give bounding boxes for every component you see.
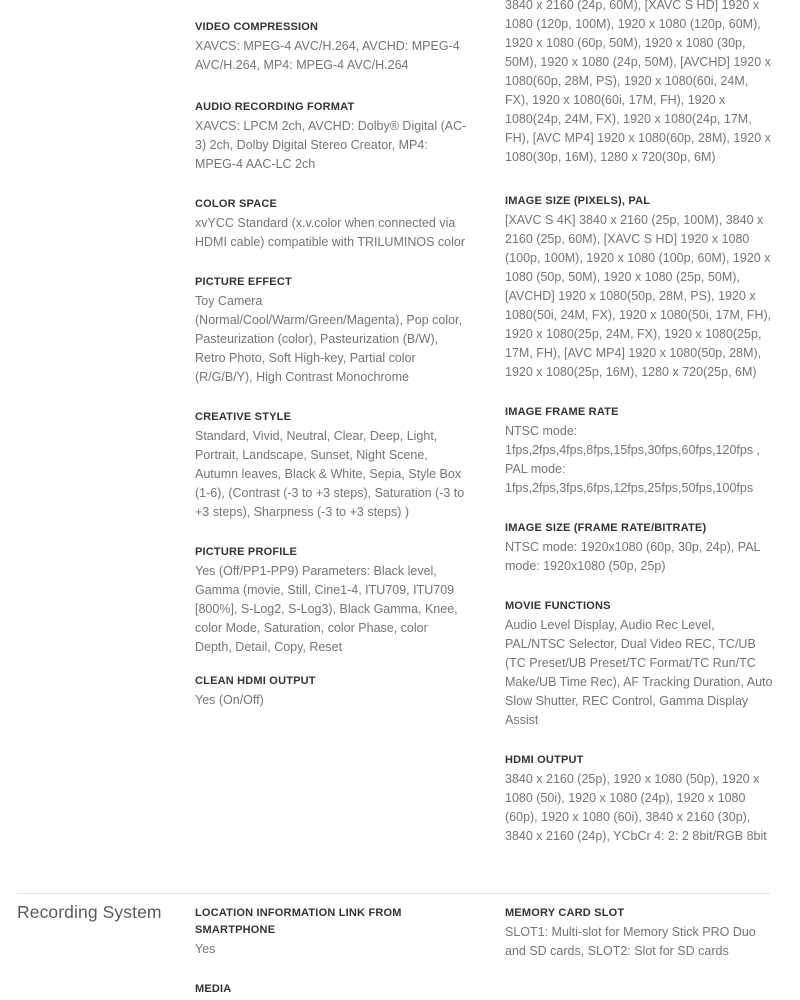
- spec-value: Standard, Vivid, Neutral, Clear, Deep, Light, Portrait, Landscape, Sunset, Night Scene, Autumn leaves, Black & White, Sepia, Style Box (1-6), (Contrast (-3 to +3 steps), Saturation (-3 to +3 steps), Sharpness (-3 to +3 steps) ): [195, 429, 465, 519]
- spec-title: MEMORY CARD SLOT: [505, 907, 625, 919]
- spec-title: CREATIVE STYLE: [195, 411, 292, 423]
- spec-value: Yes (On/Off): [195, 693, 264, 707]
- spec-media: [195, 981, 467, 998]
- spec-title: LOCATION INFORMATION LINK FROM SMARTPHONE: [195, 907, 402, 936]
- spec-image-size-pal: [505, 193, 773, 382]
- spec-value: [XAVC S 4K] 3840 x 2160 (25p, 100M), 3840 x 2160 (25p, 60M), [XAVC S HD] 1920 x 1080 (100p, 100M), 1920 x 1080 (100p, 60M), 1920 x 1080 (50p, 50M), 1920 x 1080 (25p, 50M), [AVCHD] 1920 x 1080(50p, 28M, PS), 1920 x 1080(50i, 24M, FX), 1920 x 1080(50i, 17M, FH), 1920 x 1080(25p, 24M, FX), 1920 x 1080(25p, 17M, FH), [AVC MP4] 1920 x 1080(50p, 28M), 1920 x 1080(25p, 16M), 1280 x 720(25p, 6M): [505, 213, 772, 379]
- spec-value: SLOT1: Multi-slot for Memory Stick PRO Duo and SD cards, SLOT2: Slot for SD cards: [505, 925, 756, 958]
- spec-video-compression: [195, 19, 467, 75]
- spec-value: NTSC mode: 1fps,2fps,4fps,8fps,15fps,30fps,60fps,120fps , PAL mode: 1fps,2fps,3fps,6fps,12fps,25fps,50fps,100fps: [505, 424, 761, 495]
- spec-value: Yes (Off/PP1-PP9) Parameters: Black level, Gamma (movie, Still, Cine1-4, ITU709, ITU709 [800%], S-Log2, S-Log3), Black Gamma, Knee, color Mode, Saturation, color Phase, color Depth, Detail, Copy, Reset: [195, 564, 458, 654]
- spec-title: CLEAN HDMI OUTPUT: [195, 675, 316, 687]
- spec-value: Yes: [195, 942, 216, 956]
- spec-value: XAVCS: LPCM 2ch, AVCHD: Dolby® Digital (AC-3) 2ch, Dolby Digital Stereo Creator, MP4: MPEG-4 AAC-LC 2ch: [195, 119, 467, 171]
- recording-system-left-column: [195, 905, 467, 999]
- spec-title: IMAGE FRAME RATE: [505, 406, 619, 418]
- spec-image-frame-rate: [505, 404, 773, 498]
- spec-hdmi-output: [505, 752, 773, 846]
- spec-title: MOVIE FUNCTIONS: [505, 600, 611, 612]
- spec-value: 3840 x 2160 (24p, 60M), [XAVC S HD] 1920 x 1080 (120p, 100M), 1920 x 1080 (120p, 60M), 1920 x 1080 (60p, 50M), 1920 x 1080 (30p, 50M), 1920 x 1080 (24p, 50M), [AVCHD] 1920 x 1080(60p, 28M, PS), 1920 x 1080(60i, 24M, FX), 1920 x 1080(60i, 17M, FH), 1920 x 1080(24p, 24M, FX), 1920 x 1080(24p, 17M, FH), [AVC MP4] 1920 x 1080(60p, 28M), 1920 x 1080(30p, 16M), 1280 x 720(30p, 6M): [505, 0, 771, 164]
- spec-value: xvYCC Standard (x.v.color when connected via HDMI cable) compatible with TRILUMINOS color: [195, 216, 465, 249]
- recording-system-right-column: [505, 905, 773, 961]
- spec-title: COLOR SPACE: [195, 198, 278, 210]
- spec-picture-profile: [195, 544, 467, 657]
- spec-image-size-ntsc-continued: [505, 0, 773, 167]
- spec-memory-card-slot: [505, 905, 773, 961]
- spec-title: PICTURE EFFECT: [195, 276, 292, 288]
- spec-title: VIDEO COMPRESSION: [195, 21, 319, 33]
- spec-title: HDMI OUTPUT: [505, 754, 584, 766]
- section-heading-recording-system: Recording System: [17, 902, 162, 922]
- spec-title: IMAGE SIZE (FRAME RATE/BITRATE): [505, 522, 707, 534]
- spec-title: IMAGE SIZE (PIXELS), PAL: [505, 195, 651, 207]
- specs-left-column: [195, 19, 467, 710]
- spec-location-information-link: [195, 905, 467, 959]
- specs-right-column: [505, 0, 773, 846]
- spec-value: NTSC mode: 1920x1080 (60p, 30p, 24p), PAL mode: 1920x1080 (50p, 25p): [505, 540, 761, 573]
- spec-value: Toy Camera (Normal/Cool/Warm/Green/Magenta), Pop color, Pasteurization (color), Pasteurization (B/W), Retro Photo, Soft High-key, Partial color (R/G/B/Y), High Contrast Monochrome: [195, 294, 462, 384]
- spec-value: XAVCS: MPEG-4 AVC/H.264, AVCHD: MPEG-4 AVC/H.264, MP4: MPEG-4 AVC/H.264: [195, 39, 460, 72]
- spec-movie-functions: [505, 598, 773, 730]
- spec-value: Audio Level Display, Audio Rec Level, PAL/NTSC Selector, Dual Video REC, TC/UB (TC Preset/UB Preset/TC Format/TC Run/TC Make/UB Time Rec), AF Tracking Duration, Auto Slow Shutter, REC Control, Gamma Display Assist: [505, 618, 773, 727]
- spec-picture-effect: [195, 274, 467, 387]
- spec-value: 3840 x 2160 (25p), 1920 x 1080 (50p), 1920 x 1080 (50i), 1920 x 1080 (24p), 1920 x 1080 (60p), 1920 x 1080 (60i), 3840 x 2160 (30p), 3840 x 2160 (24p), YCbCr 4: 2: 2 8bit/RGB 8bit: [505, 772, 767, 843]
- spec-title: AUDIO RECORDING FORMAT: [195, 101, 355, 113]
- spec-audio-recording-format: [195, 99, 467, 174]
- spec-color-space: [195, 196, 467, 252]
- spec-image-size-frame-rate-bitrate: [505, 520, 773, 576]
- spec-title: MEDIA: [195, 983, 232, 995]
- section-divider: [17, 893, 770, 894]
- spec-clean-hdmi-output: [195, 673, 467, 710]
- spec-title: PICTURE PROFILE: [195, 546, 298, 558]
- spec-creative-style: [195, 409, 467, 522]
